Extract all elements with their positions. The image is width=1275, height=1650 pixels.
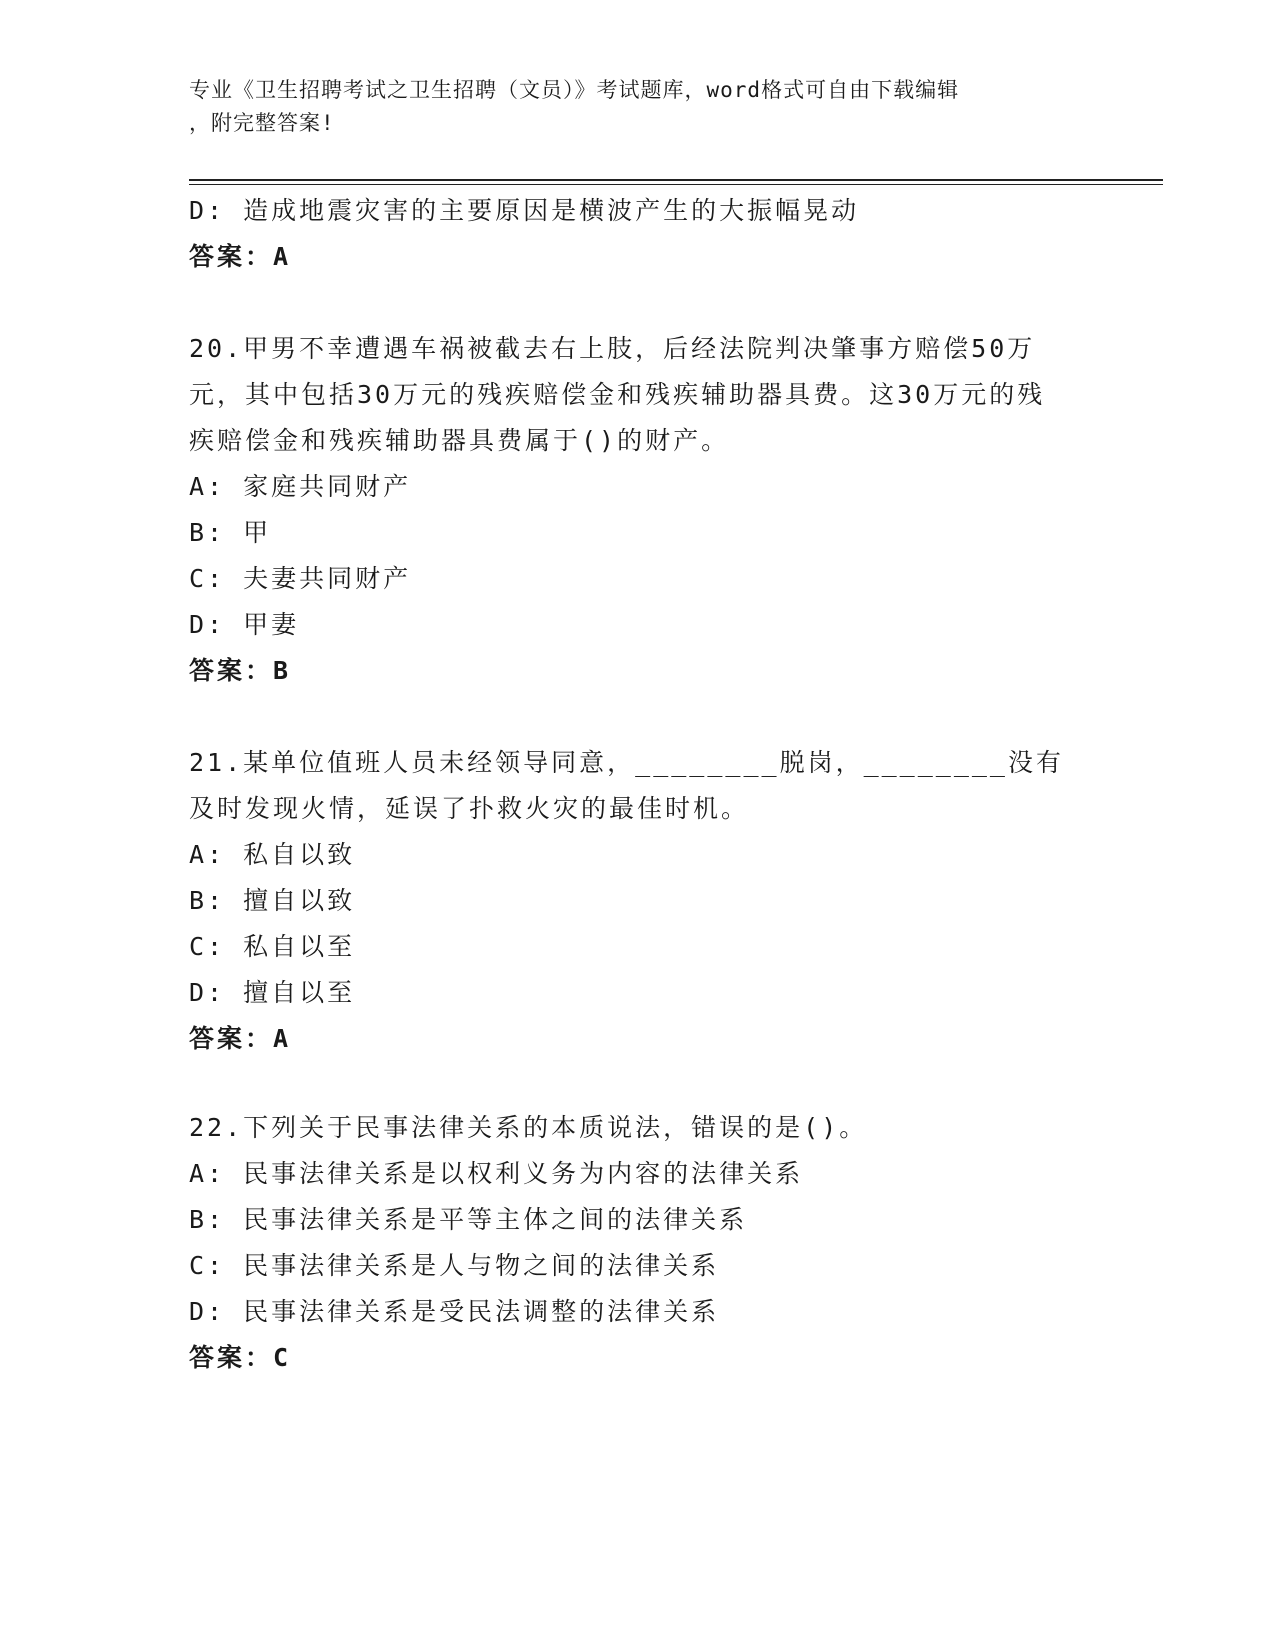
question-stem: 22.下列关于民事法律关系的本质说法，错误的是()。 xyxy=(189,1113,868,1142)
question-20 xyxy=(189,326,1089,694)
answer: 答案：A xyxy=(189,1024,292,1053)
option-c: C: 私自以至 xyxy=(189,932,356,961)
option-b: B: 擅自以致 xyxy=(189,886,356,915)
spacer xyxy=(189,280,1089,326)
header-divider-thin xyxy=(189,184,1163,185)
option-a: A: 民事法律关系是以权利义务为内容的法律关系 xyxy=(189,1159,804,1188)
option-b: B: 民事法律关系是平等主体之间的法律关系 xyxy=(189,1205,748,1234)
answer: 答案：B xyxy=(189,656,292,685)
question-list xyxy=(189,188,1089,1381)
option-b: B: 甲 xyxy=(189,518,272,547)
carryover-answer: 答案：A xyxy=(189,242,292,271)
option-d: D: 民事法律关系是受民法调整的法律关系 xyxy=(189,1297,720,1326)
answer: 答案：C xyxy=(189,1343,292,1372)
option-a: A: 家庭共同财产 xyxy=(189,472,412,501)
header-title-line-1: 专业《卫生招聘考试之卫生招聘（文员）》考试题库，word格式可自由下载编辑 xyxy=(189,78,960,102)
header-title-line-2: ，附完整答案! xyxy=(189,111,335,135)
option-d: D: 甲妻 xyxy=(189,610,300,639)
question-22 xyxy=(189,1105,1089,1381)
question-stem: 20.甲男不幸遭遇车祸被截去右上肢，后经法院判决肇事方赔偿50万元，其中包括30万元的残疾赔偿金和残疾辅助器具费。这30万元的残疾赔偿金和残疾辅助器具费属于()的财产。 xyxy=(189,334,1046,455)
spacer xyxy=(189,694,1089,740)
option-c: C: 夫妻共同财产 xyxy=(189,564,412,593)
page-header xyxy=(189,74,1089,140)
question-21 xyxy=(189,740,1089,1062)
option-d: D: 擅自以至 xyxy=(189,978,356,1007)
option-a: A: 私自以致 xyxy=(189,840,356,869)
spacer xyxy=(189,1062,1089,1105)
carryover-option-d: D: 造成地震灾害的主要原因是横波产生的大振幅晃动 xyxy=(189,196,860,225)
header-divider-thick xyxy=(189,179,1163,181)
option-c: C: 民事法律关系是人与物之间的法律关系 xyxy=(189,1251,720,1280)
question-stem: 21.某单位值班人员未经领导同意，________脱岗，________没有及时发现火情，延误了扑救火灾的最佳时机。 xyxy=(189,748,1064,823)
